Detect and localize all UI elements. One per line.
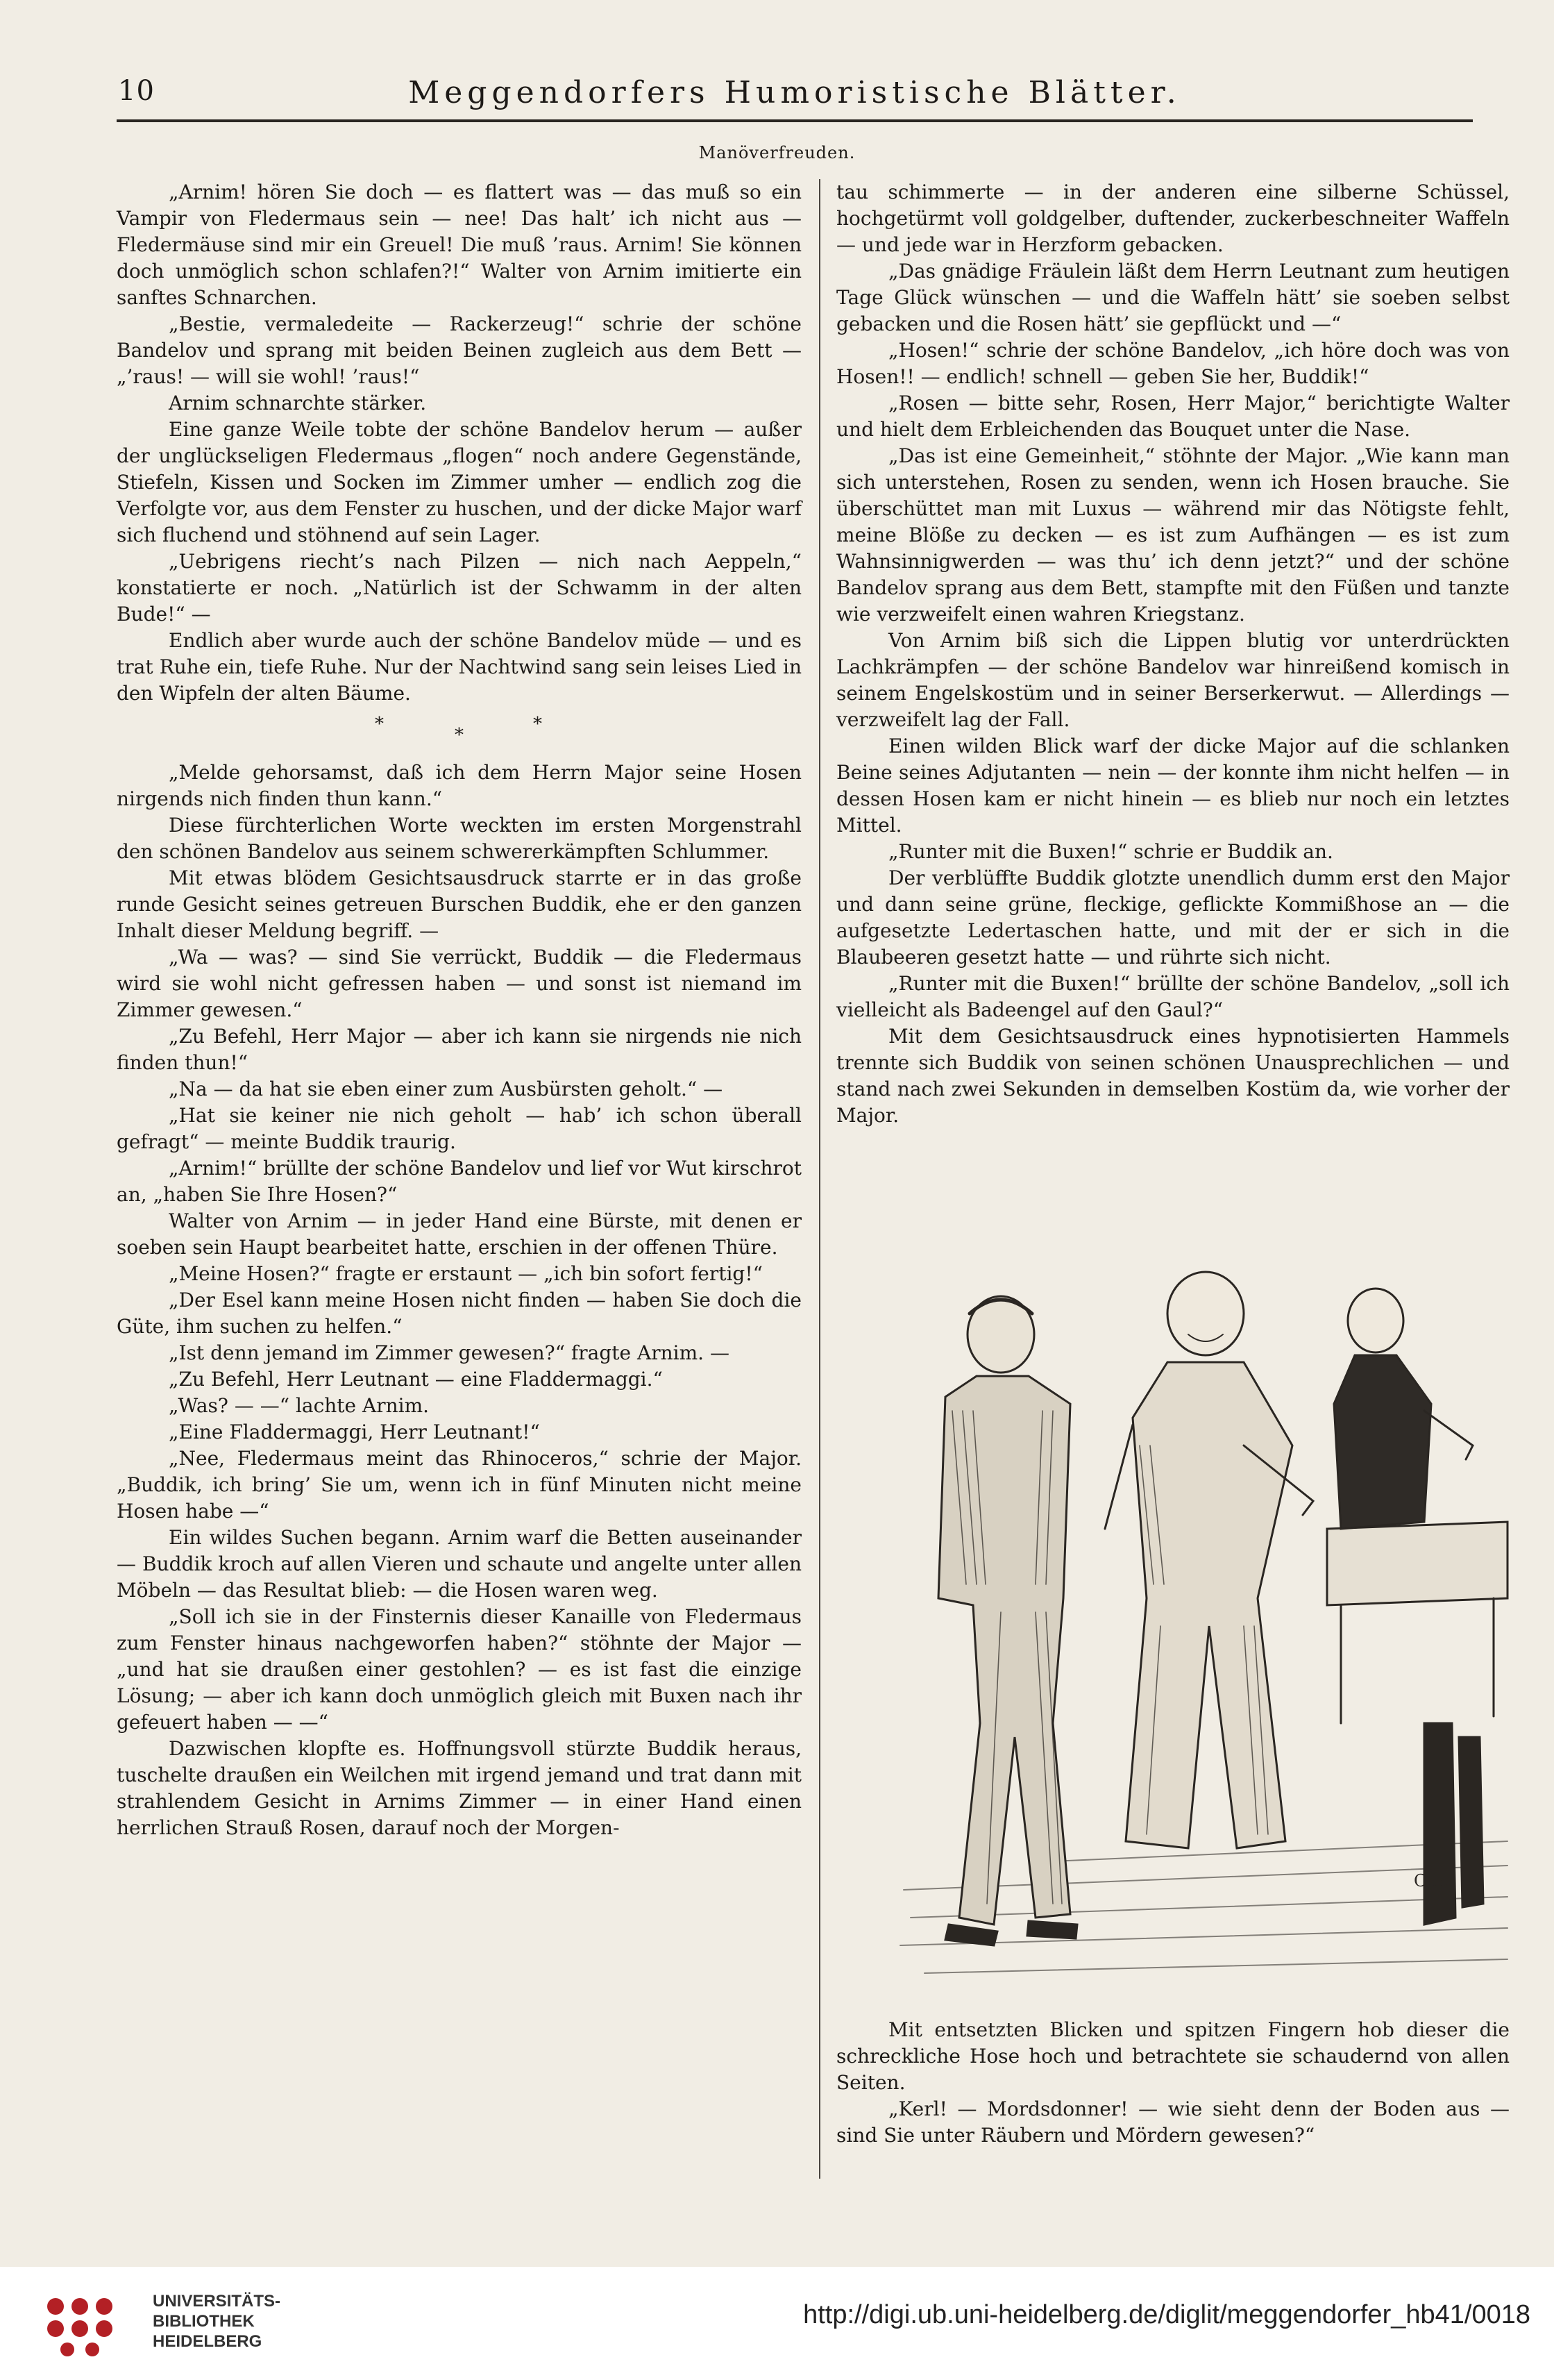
paragraph: „Melde gehorsamst, daß ich dem Herrn Major seine Hosen nirgends nich finden thun kann.“ bbox=[117, 761, 802, 810]
paragraph: „Hosen!“ schrie der schöne Bandelov, „ich höre doch was von Hosen!! — endlich! schnell — geben Sie her, Buddik!“ bbox=[836, 339, 1510, 388]
paragraph: Mit dem Gesichtsausdruck eines hypnotisierten Hammels trennte sich Buddik von seinen schönen Unausprechlichen — und stand nach zwei Sekunden in demselben Kostüm da, wie vorher der Major. bbox=[836, 1025, 1510, 1127]
paragraph: „Kerl! — Mordsdonner! — wie sieht denn der Boden aus — sind Sie unter Räubern und Mördern gewesen?“ bbox=[836, 2097, 1510, 2147]
paragraph: Eine ganze Weile tobte der schöne Bandelov herum — außer der unglückseligen Fledermaus „flogen“ noch andere Gegenstände, Stiefeln, Kissen und Socken im Zimmer umher — endlich zog die Verfolgte vor, aus dem Fenster zu huschen, und der dicke Major warf sich fluchend und stöhnend auf sein Lager. bbox=[117, 418, 802, 546]
page-header bbox=[118, 75, 1471, 117]
library-name-line: BIBLIOTHEK bbox=[153, 2312, 255, 2331]
paragraph: „Meine Hosen?“ fragte er erstaunt — „ich bin sofort fertig!“ bbox=[169, 1262, 763, 1285]
paragraph: „Soll ich sie in der Finsternis dieser Kanaille von Fledermaus zum Fenster hinaus nachgeworfen haben?“ stöhnte der Major — „und hat sie draußen einer gestohlen? — es ist fast die einzige Lösung; — aber ich kann doch unmöglich gleich mit Buxen nach ihr gefeuert haben — —“ bbox=[117, 1605, 802, 1734]
section-title: Manöverfreuden. bbox=[698, 143, 856, 162]
paragraph: Der verblüffte Buddik glotzte unendlich dumm erst den Major und dann seine grüne, fleckige, geflickte Kommißhose an — die aufgesetzte Ledertaschen hatte, und mit der er sich in die Blaubeeren gesetzt hatte — und rührte sich nicht. bbox=[836, 866, 1510, 969]
library-name-line: HEIDELBERG bbox=[153, 2332, 262, 2351]
paragraph: „Eine Fladdermaggi, Herr Leutnant!“ bbox=[169, 1421, 540, 1443]
star: * bbox=[455, 725, 464, 746]
paragraph: „Ist denn jemand im Zimmer gewesen?“ fragte Arnim. — bbox=[169, 1341, 729, 1364]
paragraph: Von Arnim biß sich die Lippen blutig vor unterdrückten Lachkrämpfen — der schöne Bandelov war hinreißend komisch in seinem Engelskostüm und in seiner Berserkerwut. — Allerdings — verzweifelt lag der Fall. bbox=[836, 629, 1510, 731]
paragraph: tau schimmerte — in der anderen eine silberne Schüssel, hochgetürmt voll goldgelber, duftender, zuckerbeschneiter Waffeln — und jede war in Herzform gebacken. bbox=[836, 181, 1510, 256]
paragraph: „Bestie, vermaledeite — Rackerzeug!“ schrie der schöne Bandelov und sprang mit beiden Beinen zugleich aus dem Bett — „’raus! — will sie wohl! ’raus!“ bbox=[117, 312, 802, 388]
paragraph: „Nee, Fledermaus meint das Rhinoceros,“ schrie der Major. „Buddik, ich bring’ Sie um, wenn ich in fünf Minuten nicht meine Hosen habe —“ bbox=[117, 1447, 802, 1523]
header-rule bbox=[117, 119, 1473, 122]
paragraph: „Hat sie keiner nie nich geholt — hab’ ich schon überall gefragt“ — meinte Buddik traurig. bbox=[117, 1104, 802, 1153]
paragraph: „Uebrigens riecht’s nach Pilzen — nich nach Aeppeln,“ konstatierte er noch. „Natürlich ist der Schwamm in der alten Bude!“ — bbox=[117, 550, 802, 626]
paragraph: „Das ist eine Gemeinheit,“ stöhnte der Major. „Wie kann man sich unterstehen, Rosen zu senden, wenn ich Hosen brauche. Sie überschüttet man mit Luxus — während mir das Nötigste fehlt, meine Blöße zu decken — es ist zum Aufhängen — es ist zum Wahnsinnigwerden — was thu’ ich denn jetzt?“ und der schöne Bandelov sprang aus dem Bett, stampfte mit den Füßen und tanzte wie verzweifelt einen wahren Kriegstanz. bbox=[836, 444, 1510, 626]
section-break-stars bbox=[117, 707, 802, 760]
paragraph: „Arnim!“ brüllte der schöne Bandelov und lief vor Wut kirschrot an, „haben Sie Ihre Hosen?“ bbox=[117, 1157, 802, 1206]
paragraph: Arnim schnarchte stärker. bbox=[169, 392, 427, 414]
paragraph: Ein wildes Suchen begann. Arnim warf die Betten auseinander — Buddik kroch auf allen Vieren und schaute und angelte unter allen Möbeln — das Resultat blieb: — die Hosen waren weg. bbox=[117, 1526, 802, 1602]
paragraph: „Wa — was? — sind Sie verrückt, Buddik — die Fledermaus wird sie wohl nicht gefressen haben — und sonst ist niemand im Zimmer gewesen.“ bbox=[117, 946, 802, 1021]
paragraph: Walter von Arnim — in jeder Hand eine Bürste, mit denen er soeben sein Haupt bearbeitet hatte, erschien in der offenen Thüre. bbox=[117, 1209, 802, 1259]
right-text-column bbox=[836, 179, 1510, 1129]
paragraph: „Was? — —“ lachte Arnim. bbox=[169, 1394, 430, 1417]
paragraph: Dazwischen klopfte es. Hoffnungsvoll stürzte Buddik heraus, tuschelte draußen ein Weilchen mit irgend jemand und trat dann mit strahlendem Gesicht in Arnims Zimmer — in einer Hand einen herrlichen Strauß Rosen, darauf noch der Morgen- bbox=[117, 1737, 802, 1839]
star: * bbox=[375, 714, 384, 735]
paragraph: „Der Esel kann meine Hosen nicht finden — haben Sie doch die Güte, ihm suchen zu helfen.“ bbox=[117, 1289, 802, 1338]
library-name bbox=[153, 2291, 280, 2352]
paragraph: „Runter mit die Buxen!“ brüllte der schöne Bandelov, „soll ich vielleicht als Badeengel auf den Gaul?“ bbox=[836, 972, 1510, 1021]
masthead-title: Meggendorfers Humoristische Blätter. bbox=[408, 75, 1181, 110]
paragraph: Diese fürchterlichen Worte weckten im ersten Morgenstrahl den schönen Bandelov aus seinem schwererkämpften Schlummer. bbox=[117, 814, 802, 863]
column-divider bbox=[819, 179, 820, 2179]
paragraph: „Zu Befehl, Herr Leutnant — eine Fladdermaggi.“ bbox=[169, 1368, 663, 1391]
star: * bbox=[533, 714, 542, 735]
paragraph: Einen wilden Blick warf der dicke Major auf die schlanken Beine seines Adjutanten — nein — der konnte ihm nicht helfen — in dessen Hosen kam er nicht hinein — es blieb nur noch ein letztes Mittel. bbox=[836, 735, 1510, 837]
paragraph: „Runter mit die Buxen!“ schrie er Buddik an. bbox=[888, 840, 1333, 863]
artist-signature: C.B. bbox=[1414, 1871, 1449, 1891]
paragraph: Endlich aber wurde auch der schöne Bandelov müde — und es trat Ruhe ein, tiefe Ruhe. Nur der Nachtwind sang sein leises Lied in den Wipfeln der alten Bäume. bbox=[117, 629, 802, 705]
paragraph: „Arnim! hören Sie doch — es flattert was — das muß so ein Vampir von Fledermaus sein — nee! Das halt’ ich nicht aus — Fledermäuse sind mir ein Greuel! Die muß ’raus. Arnim! Sie können doch unmöglich schon schlafen?!“ Walter von Arnim imitierte ein sanftes Schnarchen. bbox=[117, 181, 802, 309]
source-url-link[interactable]: http://digi.ub.uni-heidelberg.de/diglit/meggendorfer_hb41/0018 bbox=[803, 2300, 1530, 2329]
paragraph: Mit entsetzten Blicken und spitzen Fingern hob dieser die schreckliche Hose hoch und betrachtete sie schaudernd von allen Seiten. bbox=[836, 2018, 1510, 2094]
text-below-illustration bbox=[836, 2017, 1510, 2149]
university-library-logo-icon bbox=[28, 2286, 132, 2362]
paragraph: „Zu Befehl, Herr Major — aber ich kann sie nirgends nie nich finden thun!“ bbox=[117, 1025, 802, 1074]
story-part-one bbox=[117, 179, 802, 707]
story-part-two bbox=[117, 760, 802, 1841]
engraving-illustration bbox=[897, 1237, 1514, 2001]
paragraph: Mit etwas blödem Gesichtsausdruck starrte er in das große runde Gesicht seines getreuen Burschen Buddik, ehe er den ganzen Inhalt dieser Meldung begriff. — bbox=[117, 866, 802, 942]
paragraph: „Das gnädige Fräulein läßt dem Herrn Leutnant zum heutigen Tage Glück wünschen — und die Waffeln hätt’ sie soeben selbst gebacken und die Rosen hätt’ sie gepflückt und —“ bbox=[836, 260, 1510, 335]
left-text-column bbox=[117, 179, 802, 1841]
paragraph: „Rosen — bitte sehr, Rosen, Herr Major,“ berichtigte Walter und hielt dem Erbleichenden das Bouquet unter die Nase. bbox=[836, 392, 1510, 441]
paragraph: „Na — da hat sie eben einer zum Ausbürsten geholt.“ — bbox=[169, 1078, 723, 1100]
page-number: 10 bbox=[118, 75, 155, 107]
library-name-line: UNIVERSITÄTS- bbox=[153, 2292, 281, 2311]
